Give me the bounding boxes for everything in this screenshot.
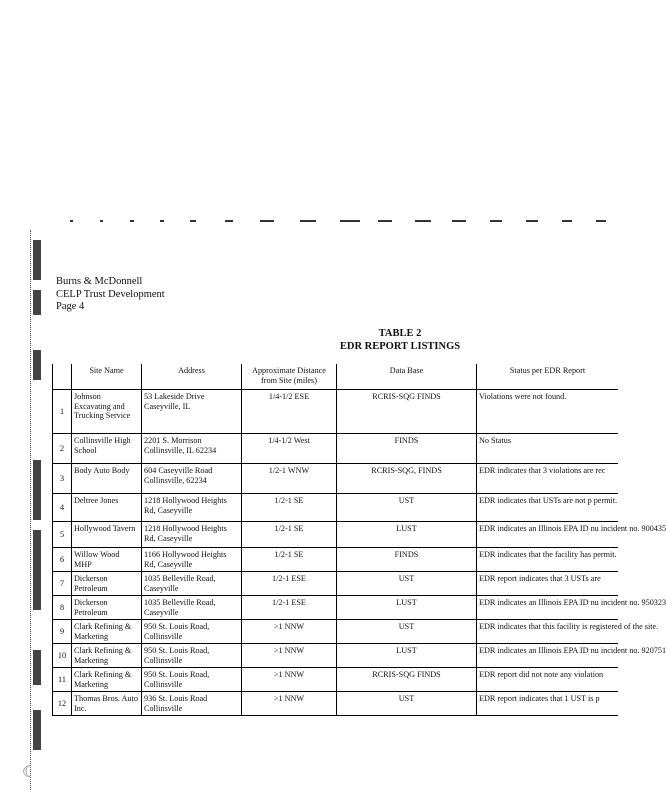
row-number: 2: [53, 434, 72, 464]
table-row: [53, 494, 619, 522]
status-cell: EDR report did not note any violation: [477, 668, 619, 692]
status-cell: EDR report indicates that 3 USTs are: [477, 572, 619, 596]
col-header-database: Data Base: [337, 364, 477, 390]
site-name-cell: Collinsville High School: [72, 434, 142, 464]
site-name-cell: Dickerson Petroleum: [72, 572, 142, 596]
table-row: [53, 668, 619, 692]
table-number: TABLE 2: [378, 328, 422, 339]
database-cell: LUST: [337, 644, 477, 668]
site-name-cell: Body Auto Body: [72, 464, 142, 494]
site-name-cell: Clark Refining & Marketing: [72, 668, 142, 692]
row-number: 10: [53, 644, 72, 668]
address-cell: 950 St. Louis Road, Collinsville: [142, 668, 242, 692]
address-cell: 950 St. Louis Road, Collinsville: [142, 644, 242, 668]
distance-cell: >1 NNW: [242, 644, 337, 668]
row-number: 6: [53, 548, 72, 572]
status-cell: EDR indicates that USTs are not p permit.: [477, 494, 619, 522]
table-row: [53, 572, 619, 596]
row-number: 4: [53, 494, 72, 522]
col-header-number: [53, 364, 72, 390]
database-cell: RCRIS-SQG FINDS: [337, 668, 477, 692]
table-row: [53, 692, 619, 716]
address-cell: 1218 Hollywood Heights Rd, Caseyville: [142, 522, 242, 548]
database-cell: RCRIS-SQG FINDS: [337, 390, 477, 434]
status-cell: No Status: [477, 434, 619, 464]
distance-cell: 1/4-1/2 West: [242, 434, 337, 464]
site-name-cell: Thomas Bros. Auto Inc.: [72, 692, 142, 716]
vertical-scan-stamp: [30, 230, 45, 790]
col-header-address: Address: [142, 364, 242, 390]
site-name-cell: Dickerson Petroleum: [72, 596, 142, 620]
status-cell: Violations were not found.: [477, 390, 619, 434]
distance-cell: >1 NNW: [242, 668, 337, 692]
site-name-cell: Clark Refining & Marketing: [72, 644, 142, 668]
database-cell: UST: [337, 572, 477, 596]
page-number: Page 4: [56, 301, 85, 312]
row-number: 11: [53, 668, 72, 692]
address-cell: 53 Lakeside Drive Caseyville, IL: [142, 390, 242, 434]
database-cell: LUST: [337, 522, 477, 548]
project-name: CELP Trust Development: [56, 288, 165, 300]
status-cell: EDR report indicates that 1 UST is p: [477, 692, 619, 716]
letterhead: [56, 276, 165, 314]
database-cell: UST: [337, 620, 477, 644]
table-row: [53, 434, 619, 464]
table-row: [53, 464, 619, 494]
address-cell: 1218 Hollywood Heights Rd, Caseyville: [142, 494, 242, 522]
scan-artifact-mark: ☾: [22, 764, 37, 781]
table-title: EDR REPORT LISTINGS: [339, 341, 461, 352]
address-cell: 950 St. Louis Road, Collinsville: [142, 620, 242, 644]
distance-cell: 1/2-1 SE: [242, 522, 337, 548]
company-name: Burns & McDonnell: [56, 276, 143, 287]
row-number: 7: [53, 572, 72, 596]
table-row: [53, 644, 619, 668]
table-row: [53, 390, 619, 434]
col-header-status: Status per EDR Report: [477, 364, 619, 390]
distance-cell: 1/4-1/2 ESE: [242, 390, 337, 434]
database-cell: UST: [337, 692, 477, 716]
table-header-row: [53, 364, 619, 390]
address-cell: 936 St. Louis Road Collinsville: [142, 692, 242, 716]
table-row: [53, 596, 619, 620]
scan-tick-marks: [60, 216, 618, 226]
status-cell: EDR indicates an Illinois EPA ID nu incident no. 950323: [477, 596, 619, 620]
site-name-cell: Deltree Jones: [72, 494, 142, 522]
database-cell: RCRIS-SQG, FINDS: [337, 464, 477, 494]
table-row: [53, 620, 619, 644]
row-number: 1: [53, 390, 72, 434]
row-number: 12: [53, 692, 72, 716]
distance-cell: >1 NNW: [242, 620, 337, 644]
row-number: 8: [53, 596, 72, 620]
address-cell: 2201 S. Morrison Collinsville, IL 62234: [142, 434, 242, 464]
address-cell: 1166 Hollywood Heights Rd, Caseyville: [142, 548, 242, 572]
distance-cell: 1/2-1 SE: [242, 548, 337, 572]
site-name-cell: Willow Wood MHP: [72, 548, 142, 572]
site-name-cell: Clark Refining & Marketing: [72, 620, 142, 644]
database-cell: UST: [337, 494, 477, 522]
distance-cell: 1/2-1 WNW: [242, 464, 337, 494]
row-number: 5: [53, 522, 72, 548]
edr-listings-table: [52, 364, 666, 716]
database-cell: FINDS: [337, 434, 477, 464]
col-header-distance: Approximate Distance from Site (miles): [242, 364, 337, 390]
table-row: [53, 522, 619, 548]
database-cell: FINDS: [337, 548, 477, 572]
row-number: 9: [53, 620, 72, 644]
distance-cell: 1/2-1 ESE: [242, 572, 337, 596]
distance-cell: 1/2-1 ESE: [242, 596, 337, 620]
distance-cell: >1 NNW: [242, 692, 337, 716]
row-number: 3: [53, 464, 72, 494]
status-cell: EDR indicates that this facility is registered of the site.: [477, 620, 619, 644]
database-cell: LUST: [337, 596, 477, 620]
address-cell: 1035 Belleville Road, Caseyville: [142, 596, 242, 620]
table-body: [53, 390, 666, 716]
status-cell: EDR indicates that the facility has permit.: [477, 548, 619, 572]
status-cell: EDR indicates an Illinois EPA ID nu incident no. 900435: [477, 522, 619, 548]
site-name-cell: Hollywood Tavern: [72, 522, 142, 548]
address-cell: 1035 Belleville Road, Caseyville: [142, 572, 242, 596]
distance-cell: 1/2-1 SE: [242, 494, 337, 522]
status-cell: EDR indicates that 3 violations are rec: [477, 464, 619, 494]
table-row: [53, 548, 619, 572]
status-cell: EDR indicates an Illinois EPA ID nu incident no. 920751: [477, 644, 619, 668]
address-cell: 604 Caseyville Road Collinsville, 62234: [142, 464, 242, 494]
col-header-site-name: Site Name: [72, 364, 142, 390]
site-name-cell: Johnson Excavating and Trucking Service: [72, 390, 142, 434]
